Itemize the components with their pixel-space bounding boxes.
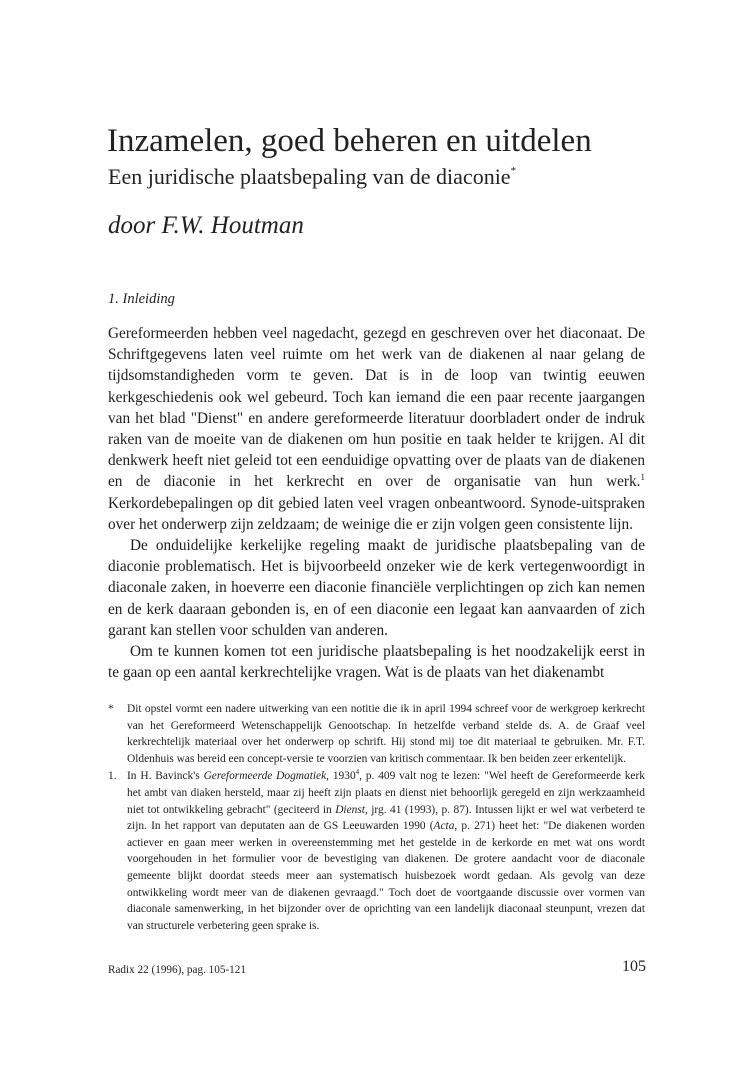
footnote-1-journal-title: Dienst: [335, 803, 365, 816]
footnote-star: [108, 701, 645, 767]
body-paragraph-1-part-a: Gereformeerden hebben veel nagedacht, gezegd en geschreven over het diaconaat. De Schriftgegevens laten veel ruimte om het werk van de diakenen al naar gelang de tijdsomstandigheden vorm te geven. Dat is in de loop van twintig eeuwen kerkgeschiedenis ook wel gebeurd. Toch kan iemand die een paar recente jaargangen van het blad "Dienst" en andere gereformeerde literatuur doorbladert onder de indruk raken van de moeite van de diakenen om hun positie en taak helder te krijgen. Al dit denkwerk heeft niet geleid tot een eenduidige opvatting over de plaats van de diakenen en de diaconie in het kerkrecht en over de organisatie van hun werk.: [108, 325, 645, 491]
footnotes: [108, 701, 645, 934]
footnote-1-text-d: , jrg. 41 (1993), p. 87). Intussen lijkt er wel wat verbeterd te zijn. In het rapport van deputaten aan de GS Leeuwarden 1990 (: [127, 803, 646, 833]
footnote-1-text-e: , p. 271) heet het: "De diakenen worden actiever en gaan meer werken in overeenstemming met het gestelde in de kerkorde en met wat ons wordt voorgehouden in het formulier voor de bevestiging van diakenen. De grotere aandacht voor de diaconale gemeente blijkt doordat steeds meer aan systematisch huisbezoek wordt gedaan. Als gevolg van deze ontwikkeling wordt meer van de diakenen gevraagd." Toch doet de voortgaande discussie over vormen van diaconale samenwerking, in het bijzonder over de oprichting van een landelijk diaconaal steunpunt, vrezen dat van structurele verbetering geen sprake is.: [127, 820, 645, 932]
footnote-1-marker: 1.: [108, 770, 117, 783]
body-text: [108, 323, 645, 683]
article-title: Inzamelen, goed beheren en uitdelen: [107, 123, 592, 159]
footnote-1-text-a: In H. Bavinck's: [127, 770, 204, 783]
article-subtitle-text: Een juridische plaatsbepaling van de diaconie: [108, 164, 511, 189]
footnote-1-text-b: , 1930: [326, 770, 356, 783]
footnote-star-text: Dit opstel vormt een nadere uitwerking van een notitie die ik in april 1994 schreef voor de werkgroep kerkrecht van het Gereformeerd Wetenschappelijk Genootschap. In hetzelfde verband stelde ds. A. de Graaf veel kerkrechtelijk materiaal over het onderwerp op schrift. Hij stond mij toe dit materiaal te gebruiken. Mr. F.T. Oldenhuis was bereid een concept-versie te voorzien van kritisch commentaar. Ik ben beiden zeer erkentelijk.: [127, 703, 645, 765]
footnote-1-edition: 4: [355, 768, 360, 777]
footnote-1-acta-title: Acta: [433, 820, 455, 833]
subtitle-footnote-mark[interactable]: *: [510, 165, 517, 177]
body-paragraph-2: De onduidelijke kerkelijke regeling maakt de juridische plaatsbepaling van de diaconie problematisch. Het is bijvoorbeeld onzeker wie de kerk vertegenwoordigt in diaconale zaken, in hoeverre een diaconie financiële verplichtingen op zich kan nemen en de kerk daaraan gebonden is, en of een diaconie een legaat kan aanvaarden of zich garant kan stellen voor schulden van anderen.: [108, 537, 645, 639]
footnote-1-text-c: , p. 409 valt nog te lezen: "Wel heeft de Gereformeerde kerk het ambt van diaken hersteld, maar zij heeft zijn plaats en dienst niet behoorlijk geregeld en zijn werkzaamheid niet tot ontwikkeling gebracht" (geciteerd in: [127, 770, 645, 816]
body-paragraph-1-part-b: Kerkordebepalingen op dit gebied laten veel vragen onbeantwoord. Synode-uitspraken over het onderwerp zijn zeldzaam; de weinige die er zijn volgen geen consistente lijn.: [108, 494, 645, 533]
article-author: door F.W. Houtman: [108, 212, 304, 239]
footnote-1: [108, 768, 645, 934]
body-paragraph-1: [108, 323, 645, 535]
footer-citation: Radix 22 (1996), pag. 105-121: [108, 964, 246, 976]
section-heading: 1. Inleiding: [108, 291, 175, 307]
page-number: 105: [622, 958, 646, 975]
footnote-star-marker: *: [108, 703, 114, 715]
footnote-reference-1[interactable]: 1: [640, 472, 645, 483]
body-paragraph-3: Om te kunnen komen tot een juridische plaatsbepaling is het noodzakelijk eerst in te gaan op een aantal kerkrechtelijke vragen. Wat is de plaats van het diakenambt: [108, 643, 645, 682]
footnote-1-book-title: Gereformeerde Dogmatiek: [203, 770, 327, 783]
article-subtitle: [108, 158, 708, 190]
